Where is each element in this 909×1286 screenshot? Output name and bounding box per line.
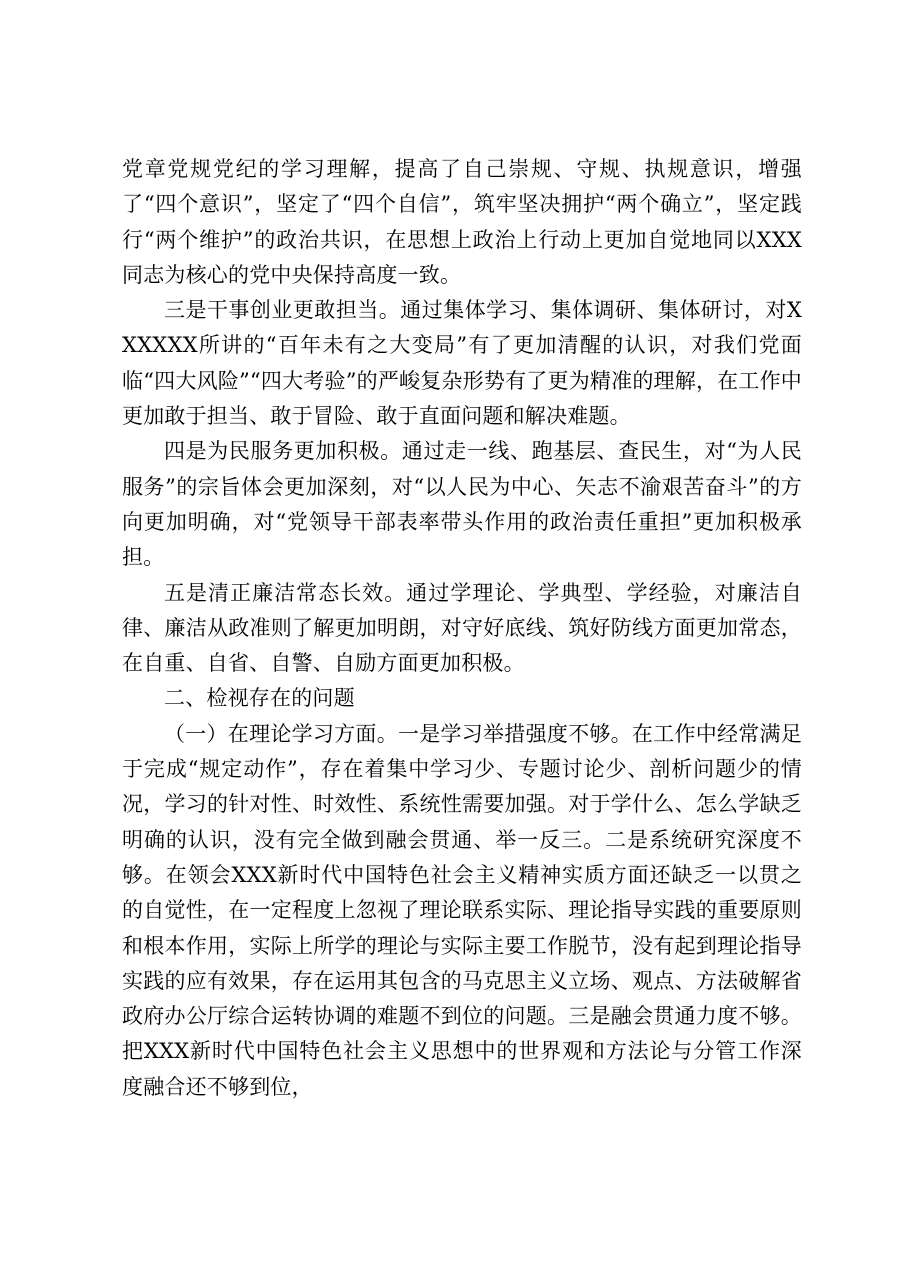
- paragraph-point-three: 三是干事创业更敢担当。通过集体学习、集体调研、集体研讨，对XXXXXX所讲的“百年未有之大变局”有了更加清醒的认识，对我们党面临“四大风险”“四大考验”的严峻复杂形势有了更为精准的理解，在工作中更加敢于担当、敢于冒险、敢于直面问题和解决难题。: [122, 298, 802, 429]
- section-heading: 二、检视存在的问题: [164, 686, 355, 711]
- paragraph-point-five: 五是清正廉洁常态长效。通过学理论、学典型、学经验，对廉洁自律、廉洁从政准则了解更加明朗，对守好底线、筑好防线方面更加常态，在自重、自省、自警、自励方面更加积极。: [122, 580, 802, 676]
- paragraph-point-four: 四是为民服务更加积极。通过走一线、跑基层、查民生，对“为人民服务”的宗旨体会更加深刻，对“以人民为中心、矢志不渝艰苦奋斗”的方向更加明确，对“党领导干部表率带头作用的政治责任重担”更加积极承担。: [122, 439, 802, 570]
- paragraph-theory-study: （一）在理论学习方面。一是学习举措强度不够。在工作中经常满足于完成“规定动作”，存在着集中学习少、专题讨论少、剖析问题少的情况，学习的针对性、时效性、系统性需要加强。对于学什么、怎么学缺乏明确的认识，没有完全做到融会贯通、举一反三。二是系统研究深度不够。在领会XXX新时代中国特色社会主义精神实质方面还缺乏一以贯之的自觉性，在一定程度上忽视了理论联系实际、理论指导实践的重要原则和根本作用，实际上所学的理论与实际主要工作脱节，没有起到理论指导实践的应有效果，存在运用其包含的马克思主义立场、观点、方法破解省政府办公厅综合运转协调的难题不到位的问题。三是融会贯通力度不够。把XXX新时代中国特色社会主义思想中的世界观和方法论与分管工作深度融合还不够到位，: [122, 721, 802, 1099]
- document-body: [122, 152, 802, 1105]
- paragraph-continuation: 党章党规党纪的学习理解，提高了自己崇规、守规、执规意识，增强了“四个意识”，坚定了“四个自信”，筑牢坚决拥护“两个确立”，坚定践行“两个维护”的政治共识，在思想上政治上行动上更加自觉地同以XXX同志为核心的党中央保持高度一致。: [122, 157, 802, 287]
